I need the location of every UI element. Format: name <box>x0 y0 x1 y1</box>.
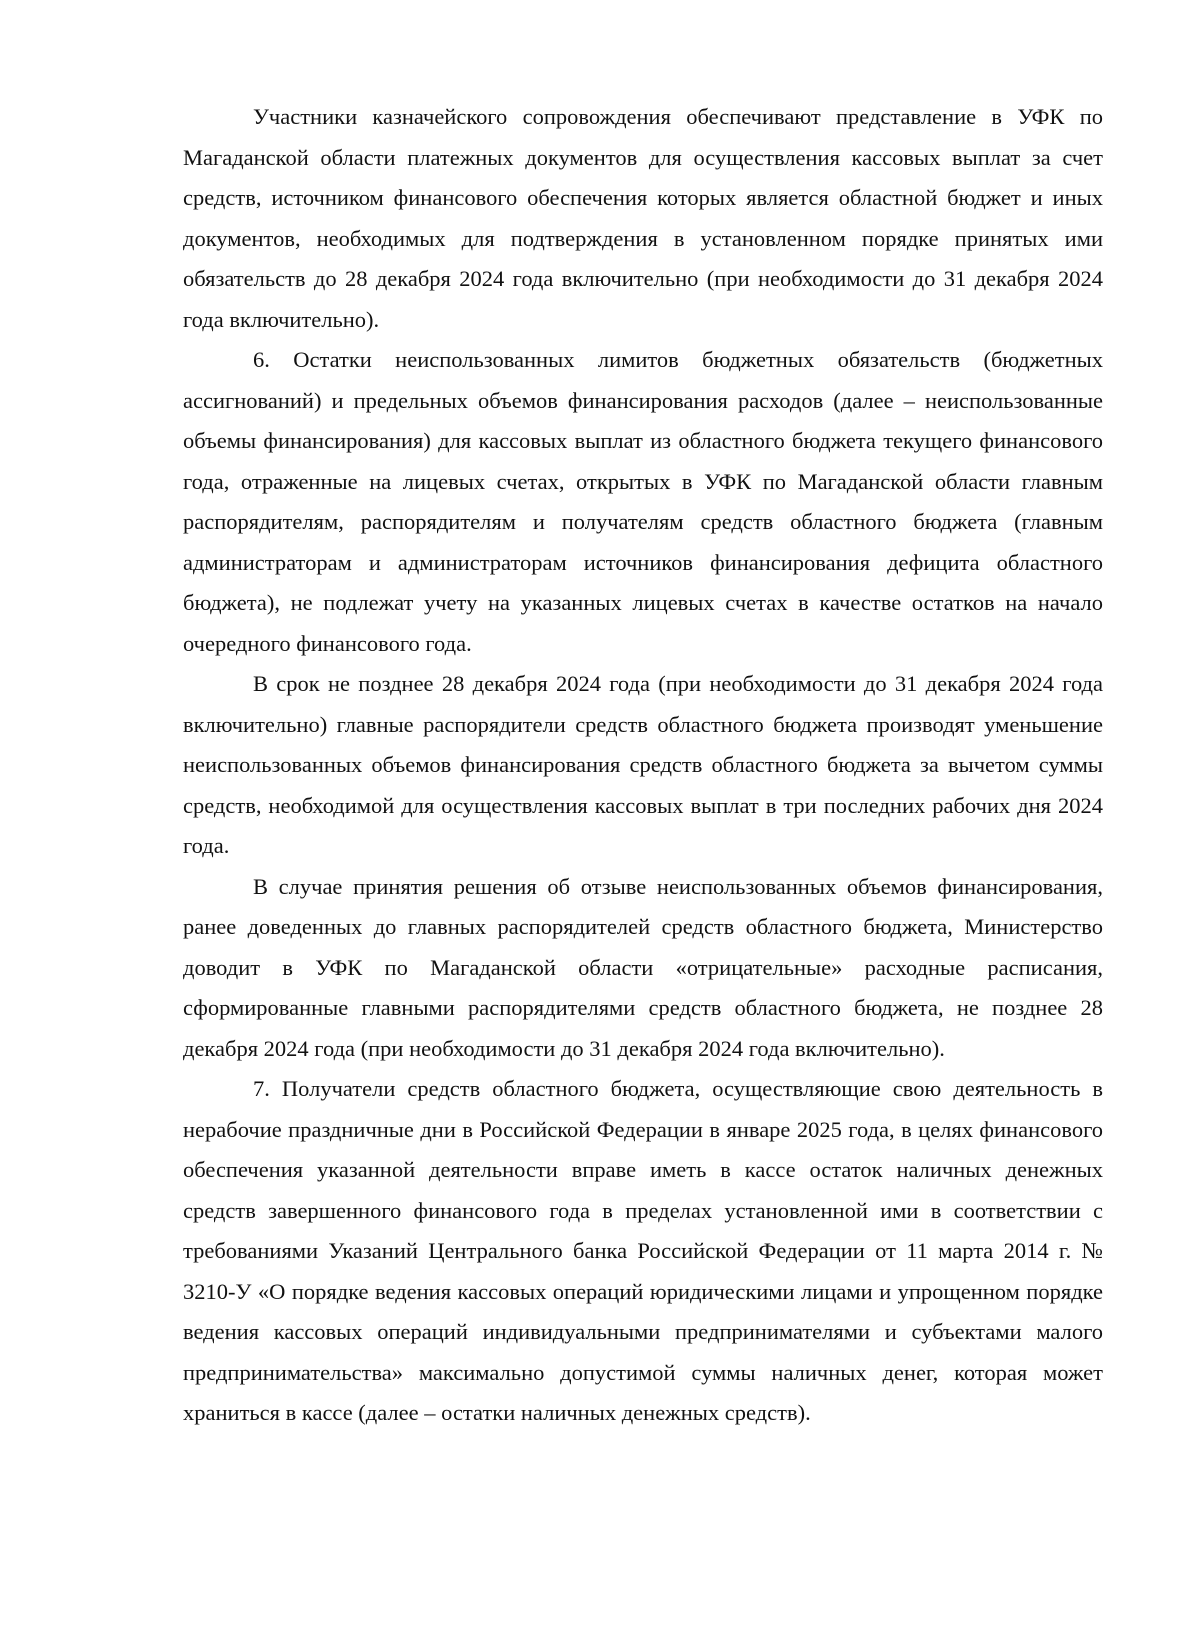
document-body <box>183 97 1103 1434</box>
paragraph-reduction-deadline: В срок не позднее 28 декабря 2024 года (при необходимости до 31 декабря 2024 года включительно) главные распорядители средств областного бюджета производят уменьшение неиспользованных объемов финансирования средств областного бюджета за вычетом суммы средств, необходимой для осуществления кассовых выплат в три последних рабочих дня 2024 года. <box>183 671 1103 858</box>
paragraph-revocation-ministry: В случае принятия решения об отзыве неиспользованных объемов финансирования, ранее доведенных до главных распорядителей средств областного бюджета, Министерство доводит в УФК по Магаданской области «отрицательные» расходные расписания, сформированные главными распорядителями средств областного бюджета, не позднее 28 декабря 2024 года (при необходимости до 31 декабря 2024 года включительно). <box>183 873 1103 1061</box>
paragraph-7-cash-balances: 7. Получатели средств областного бюджета, осуществляющие свою деятельность в нерабочие праздничные дни в Российской Федерации в январе 2025 года, в целях финансового обеспечения указанной деятельности вправе иметь в кассе остаток наличных денежных средств завершенного финансового года в пределах установленной ими в соответствии с требованиями Указаний Центрального банка Российской Федерации от 11 марта 2014 г. № 3210-У «О порядке ведения кассовых операций юридическими лицами и упрощенном порядке ведения кассовых операций индивидуальными предпринимателями и субъектами малого предпринимательства» максимально допустимой суммы наличных денег, которая может храниться в кассе (далее – остатки наличных денежных средств). <box>183 1076 1103 1425</box>
paragraph-6-unused-limits: 6. Остатки неиспользованных лимитов бюджетных обязательств (бюджетных ассигнований) и предельных объемов финансирования расходов (далее – неиспользованные объемы финансирования) для кассовых выплат из областного бюджета текущего финансового года, отраженные на лицевых счетах, открытых в УФК по Магаданской области главным распорядителям, распорядителям и получателям средств областного бюджета (главным администраторам и администраторам источников финансирования дефицита областного бюджета), не подлежат учету на указанных лицевых счетах в качестве остатков на начало очередного финансового года. <box>183 347 1103 656</box>
paragraph-treasury-documents: Участники казначейского сопровождения обеспечивают представление в УФК по Магаданской области платежных документов для осуществления кассовых выплат за счет средств, источником финансового обеспечения которых является областной бюджет и иных документов, необходимых для подтверждения в установленном порядке принятых ими обязательств до 28 декабря 2024 года включительно (при необходимости до 31 декабря 2024 года включительно). <box>183 104 1103 332</box>
